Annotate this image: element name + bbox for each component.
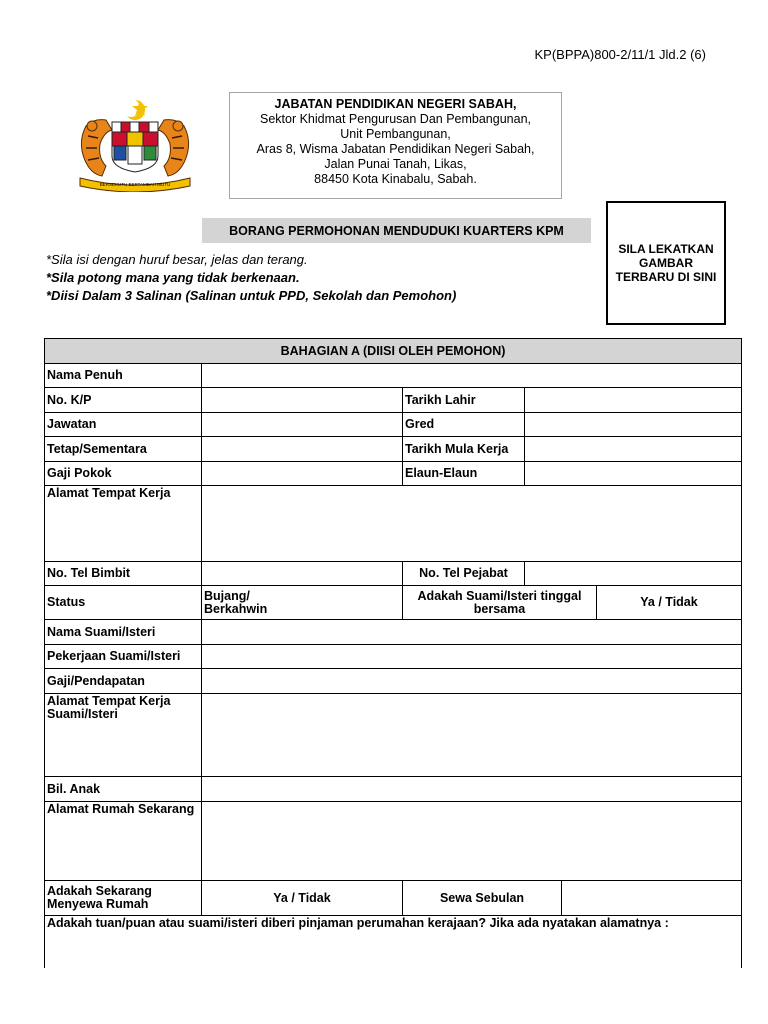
alamat-kerja-suami-label	[45, 694, 202, 777]
status-option-berkahwin: Berkahwin	[204, 601, 268, 616]
svg-text:BERSEKUTU BERTAMBAH MUTU: BERSEKUTU BERTAMBAH MUTU	[99, 182, 171, 187]
menyewa-rumah-label	[45, 881, 202, 916]
alamat-tempat-kerja-field[interactable]	[202, 486, 742, 562]
alamat-tempat-kerja-label: Alamat Tempat Kerja	[45, 486, 202, 562]
menyewa-rumah-label-line1: Adakah Sekarang	[47, 884, 152, 898]
elaun-field[interactable]	[525, 462, 742, 486]
instruction-note: *Sila isi dengan huruf besar, jelas dan terang.	[46, 252, 308, 267]
gaji-pendapatan-field[interactable]	[202, 669, 742, 694]
tinggal-bersama-ya-tidak[interactable]: Ya / Tidak	[597, 586, 742, 620]
photo-placeholder: SILA LEKATKAN GAMBAR TERBARU DI SINI	[606, 201, 726, 325]
header-line: Sektor Khidmat Pengurusan Dan Pembangunan,	[259, 112, 531, 126]
no-tel-bimbit-field[interactable]	[202, 562, 403, 586]
header-line: Jalan Punai Tanah, Likas,	[324, 157, 467, 171]
header-line: 88450 Kota Kinabalu, Sabah.	[314, 172, 477, 186]
no-tel-pejabat-label: No. Tel Pejabat	[403, 562, 525, 586]
gred-field[interactable]	[525, 413, 742, 437]
department-header	[229, 92, 562, 199]
tetap-sementara-label: Tetap/Sementara	[45, 437, 202, 462]
gred-label: Gred	[403, 413, 525, 437]
tinggal-bersama-label: Adakah Suami/Isteri tinggal bersama	[403, 586, 597, 620]
tarikh-lahir-field[interactable]	[525, 388, 742, 413]
menyewa-rumah-label-line2: Menyewa Rumah	[47, 897, 149, 911]
sewa-sebulan-field[interactable]	[562, 881, 742, 916]
header-line: JABATAN PENDIDIKAN NEGERI SABAH,	[274, 97, 517, 111]
nama-penuh-field[interactable]	[202, 364, 742, 388]
tarikh-mula-kerja-field[interactable]	[525, 437, 742, 462]
status-options[interactable]	[202, 586, 403, 620]
alamat-kerja-suami-label-line1: Alamat Tempat Kerja	[47, 694, 171, 708]
status-label: Status	[45, 586, 202, 620]
header-line: Aras 8, Wisma Jabatan Pendidikan Negeri Sabah,	[256, 142, 535, 156]
no-kp-field[interactable]	[202, 388, 403, 413]
form-title: BORANG PERMOHONAN MENDUDUKI KUARTERS KPM	[202, 218, 591, 243]
elaun-label: Elaun-Elaun	[403, 462, 525, 486]
menyewa-ya-tidak[interactable]: Ya / Tidak	[202, 881, 403, 916]
status-option-bujang: Bujang/	[204, 588, 250, 603]
pinjaman-perumahan-label: Adakah tuan/puan atau suami/isteri diberi pinjaman perumahan kerajaan? Jika ada nyatakan alamatnya :	[47, 916, 669, 930]
no-kp-label: No. K/P	[45, 388, 202, 413]
alamat-kerja-suami-field[interactable]	[202, 694, 742, 777]
alamat-kerja-suami-label-line2: Suami/Isteri	[47, 707, 118, 721]
alamat-rumah-field[interactable]	[202, 802, 742, 881]
section-a-form	[44, 338, 742, 968]
jawatan-field[interactable]	[202, 413, 403, 437]
alamat-rumah-label: Alamat Rumah Sekarang	[45, 802, 202, 881]
section-a-title: BAHAGIAN A (DIISI OLEH PEMOHON)	[45, 339, 742, 364]
nama-suami-isteri-field[interactable]	[202, 620, 742, 645]
nama-penuh-label: Nama Penuh	[45, 364, 202, 388]
header-line: Unit Pembangunan,	[340, 127, 451, 141]
pinjaman-perumahan-field[interactable]	[45, 916, 742, 968]
pekerjaan-suami-isteri-field[interactable]	[202, 645, 742, 669]
gaji-pokok-field[interactable]	[202, 462, 403, 486]
instruction-note: *Sila potong mana yang tidak berkenaan.	[46, 270, 300, 285]
jawatan-label: Jawatan	[45, 413, 202, 437]
gaji-pendapatan-label: Gaji/Pendapatan	[45, 669, 202, 694]
sewa-sebulan-label: Sewa Sebulan	[403, 881, 562, 916]
nama-suami-isteri-label: Nama Suami/Isteri	[45, 620, 202, 645]
pekerjaan-suami-isteri-label: Pekerjaan Suami/Isteri	[45, 645, 202, 669]
tarikh-mula-kerja-label: Tarikh Mula Kerja	[403, 437, 525, 462]
bil-anak-field[interactable]	[202, 777, 742, 802]
gaji-pokok-label: Gaji Pokok	[45, 462, 202, 486]
bil-anak-label: Bil. Anak	[45, 777, 202, 802]
tarikh-lahir-label: Tarikh Lahir	[403, 388, 525, 413]
malaysia-coat-of-arms-icon	[72, 96, 198, 192]
tetap-sementara-field[interactable]	[202, 437, 403, 462]
document-code: KP(BPPA)800-2/11/1 Jld.2 (6)	[534, 47, 706, 62]
no-tel-pejabat-field[interactable]	[525, 562, 742, 586]
no-tel-bimbit-label: No. Tel Bimbit	[45, 562, 202, 586]
instruction-note: *Diisi Dalam 3 Salinan (Salinan untuk PPD, Sekolah dan Pemohon)	[46, 288, 457, 303]
